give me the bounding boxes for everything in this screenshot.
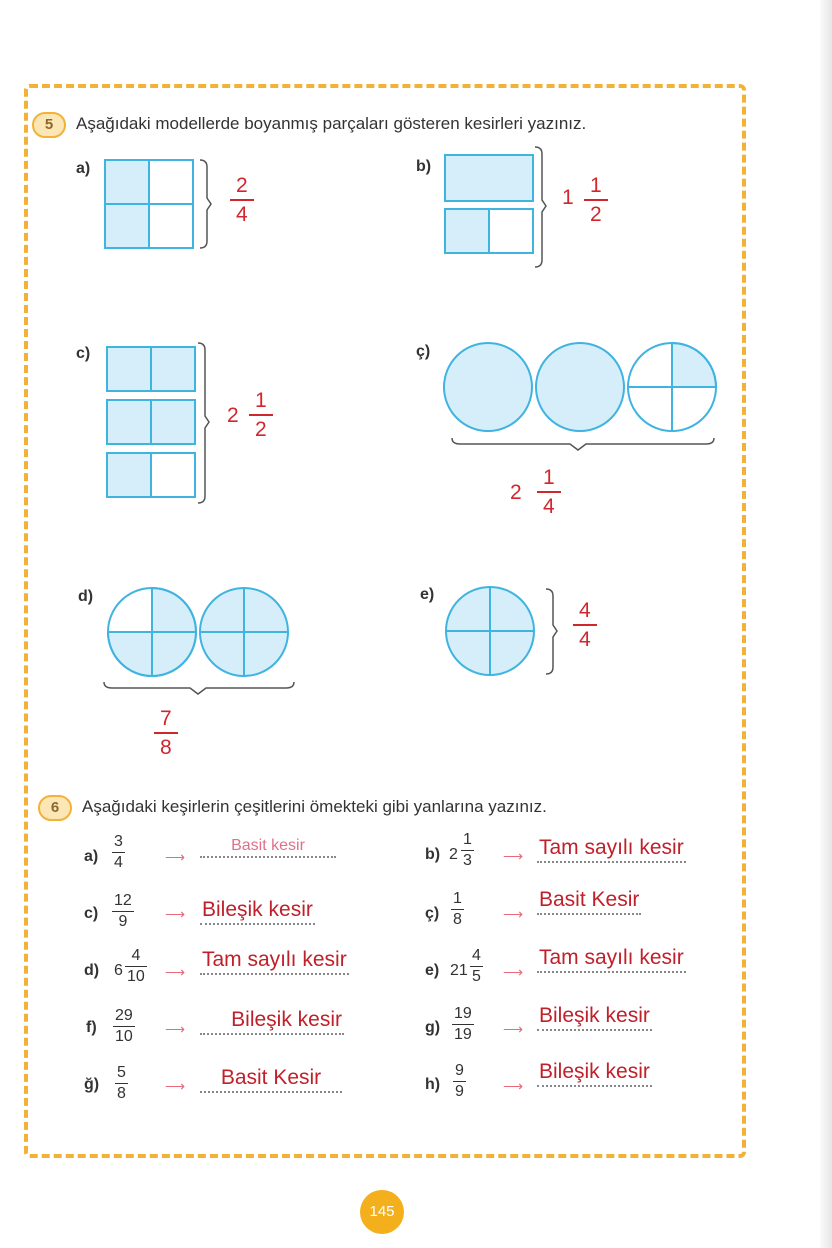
q6-cc-answer: Basit Kesir [537,888,641,915]
q6-gg-answer: Basit Kesir [200,1066,342,1093]
q6-a-label: a) [84,848,99,865]
q6-a-arrow-icon: ⟶ [165,849,186,865]
q6-f-arrow-icon: ⟶ [165,1021,186,1037]
q5-c-rectangle-model [100,340,215,510]
q6-c-arrow-icon: ⟶ [165,906,186,922]
q6-cc-label: ç) [425,905,440,922]
q6-e-whole: 21 [450,962,468,979]
q6-g-arrow-icon: ⟶ [503,1021,524,1037]
page-number-badge: 145 [360,1190,404,1234]
q6-gg-arrow-icon: ⟶ [165,1078,186,1094]
q5-cc-label: ç) [416,343,431,360]
q5-b-whole: 1 [562,186,574,209]
q6-h-fraction: 9 9 [455,1062,464,1100]
q5-b-rectangle-model [440,145,555,270]
q5-a-square-model [100,155,215,255]
q6-e-fraction: 4 5 [472,947,481,985]
q6-gg-fraction: 5 8 [117,1064,126,1102]
q6-c-label: c) [84,905,99,922]
q6-e-arrow-icon: ⟶ [503,964,524,980]
q6-a-fraction: 3 4 [114,833,123,871]
q5-cc-whole: 2 [510,481,522,504]
q6-b-fraction: 1 3 [463,831,472,869]
q6-h-arrow-icon: ⟶ [503,1078,524,1094]
q6-cc-fraction: 1 8 [453,890,462,928]
q6-d-arrow-icon: ⟶ [165,964,186,980]
q5-d-fraction: $\frac{7}{8}$ [154,708,178,758]
q6-e-label: e) [425,962,440,979]
question-5-instruction: Aşağıdaki modellerde boyanmış parçaları gösteren kesirleri yazınız. [76,114,587,133]
q5-e-fraction: $\frac{4}{4}$ [573,600,597,650]
question-5-badge: 5 [32,112,66,138]
q6-f-label: f) [86,1019,97,1036]
q6-d-whole: 6 [114,962,123,979]
q5-b-fraction: $\frac{1}{2}$ [584,175,608,225]
q6-g-fraction: 19 19 [454,1005,472,1043]
q6-gg-label: ğ) [84,1076,100,1093]
q6-b-whole: 2 [449,846,458,863]
q6-d-label: d) [84,962,100,979]
q5-a-label: a) [76,160,91,177]
q6-f-answer: Bileşik kesir [200,1008,344,1035]
q5-d-circle-model [100,582,300,697]
q5-e-circle-model [440,583,565,683]
page-edge [820,0,832,1248]
q5-b-label: b) [416,158,432,175]
q5-d-label: d) [78,588,94,605]
q6-a-answer: Basit kesir [200,837,336,858]
q6-d-answer: Tam sayılı kesir [200,948,349,975]
q6-c-answer: Bileşik kesir [200,898,315,925]
q6-d-fraction: 4 10 [127,947,145,985]
q6-b-label: b) [425,846,441,863]
q5-a-fraction: $\frac{2}{4}$ [230,175,254,225]
q5-cc-circle-model [440,335,725,455]
q5-c-label: c) [76,345,91,362]
q6-g-label: g) [425,1019,441,1036]
q5-c-fraction: $\frac{1}{2}$ [249,390,273,440]
q6-h-answer: Bileşik kesir [537,1060,652,1087]
q5-e-label: e) [420,586,435,603]
q6-g-answer: Bileşik kesir [537,1004,652,1031]
question-6-instruction: Aşağıdaki keşirlerin çeşitlerini ömekteki gibi yanlarına yazınız. [82,797,547,816]
q6-b-arrow-icon: ⟶ [503,848,524,864]
q6-e-answer: Tam sayılı kesir [537,946,686,973]
question-6-badge: 6 [38,795,72,821]
q5-cc-fraction: $\frac{1}{4}$ [537,467,561,517]
q6-h-label: h) [425,1076,441,1093]
q6-f-fraction: 29 10 [115,1007,133,1045]
q5-c-whole: 2 [227,404,239,427]
q6-cc-arrow-icon: ⟶ [503,906,524,922]
q6-c-fraction: 12 9 [114,892,132,930]
q6-b-answer: Tam sayılı kesir [537,836,686,863]
